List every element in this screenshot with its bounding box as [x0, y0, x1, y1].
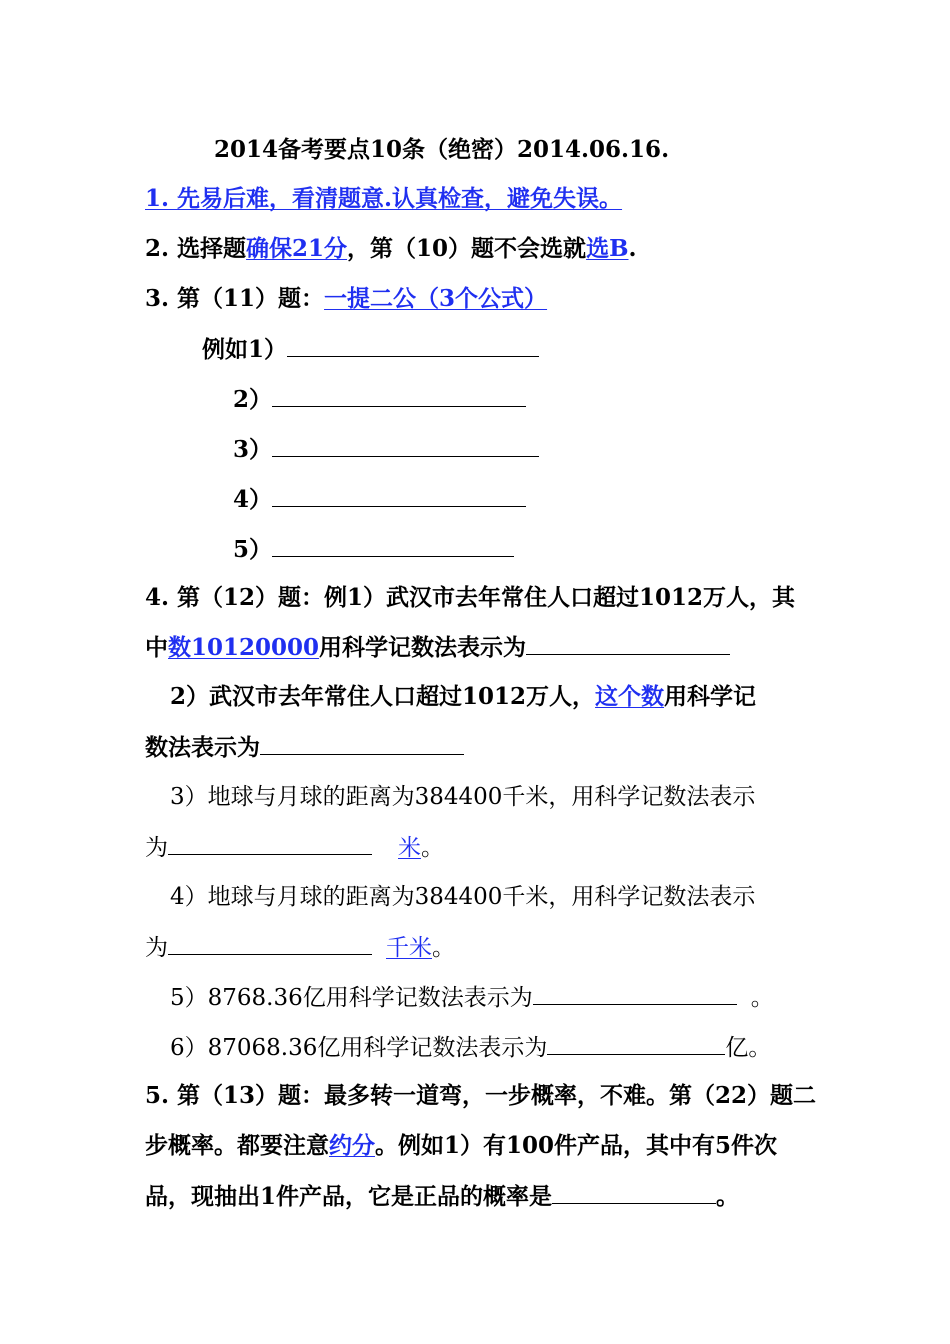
- point-5-line-3-end: 。: [716, 1183, 740, 1210]
- answer-blank[interactable]: [547, 1032, 725, 1055]
- point-4-line-1: 4. 第（12）题：例1）武汉市去年常住人口超过1012万人，其: [145, 584, 796, 611]
- answer-blank[interactable]: [168, 832, 372, 855]
- point-5-link-reduce[interactable]: 约分: [329, 1132, 375, 1159]
- example-5-label: 5）: [233, 536, 273, 563]
- example-2-label: 2）: [233, 386, 273, 413]
- point-4-line-2-pre: 中: [145, 634, 168, 661]
- ex6-text: 6）87068.36亿用科学记数法表示为: [170, 1035, 548, 1061]
- answer-blank[interactable]: [526, 632, 730, 655]
- point-1-number: 1.: [145, 185, 178, 212]
- point-4-ex3-line-2: [145, 832, 444, 863]
- point-2-mid: ，第（10）题不会选就: [347, 235, 587, 262]
- example-2: [233, 384, 526, 415]
- point-5-line-3-text: 品，现抽出1件产品，它是正品的概率是: [145, 1183, 553, 1210]
- example-3-label: 3）: [233, 436, 273, 463]
- ex2-link-this-number[interactable]: 这个数: [595, 683, 665, 710]
- answer-blank[interactable]: [272, 434, 539, 457]
- ex3-unit-link[interactable]: 米: [398, 835, 421, 861]
- point-2-pre: 选择题: [177, 235, 247, 262]
- point-1-text[interactable]: 先易后难，看清题意.认真检查，避免失误。: [177, 185, 623, 212]
- answer-blank[interactable]: [260, 732, 464, 755]
- point-4-link-number[interactable]: 数10120000: [168, 634, 320, 661]
- point-3: [145, 284, 547, 314]
- answer-blank[interactable]: [272, 384, 526, 407]
- document-title: 2014备考要点10条（绝密）2014.06.16.: [214, 136, 670, 163]
- point-5-line-3: [145, 1181, 739, 1212]
- point-4-ex6: [170, 1032, 771, 1063]
- point-3-number: 3.: [145, 285, 178, 312]
- point-4-ex4-line-2: [145, 932, 455, 963]
- ex4-unit-link[interactable]: 千米: [386, 935, 432, 961]
- answer-blank[interactable]: [552, 1181, 716, 1204]
- example-3: [233, 434, 539, 465]
- answer-blank[interactable]: [168, 932, 372, 955]
- point-2-post: .: [628, 235, 637, 262]
- example-1-label: 例如1）: [202, 336, 288, 363]
- point-5-line-2-pre: 步概率。都要注意: [145, 1132, 329, 1159]
- ex4-end: 。: [432, 935, 455, 961]
- example-5: [233, 534, 514, 565]
- ex4-pre: 为: [145, 935, 168, 961]
- example-4-label: 4）: [233, 486, 273, 513]
- point-2-link-choose-b[interactable]: 选B: [586, 235, 629, 262]
- point-1: [145, 184, 622, 214]
- point-2-link-score[interactable]: 确保21分: [246, 235, 348, 262]
- point-4-ex3-line-1: 3）地球与月球的距离为384400千米，用科学记数法表示: [170, 784, 756, 810]
- ex6-end: 亿。: [725, 1035, 772, 1061]
- point-5-line-2-post: 。例如1）有100件产品，其中有5件次: [375, 1132, 778, 1159]
- answer-blank[interactable]: [272, 534, 514, 557]
- ex3-pre: 为: [145, 835, 168, 861]
- example-4: [233, 484, 526, 515]
- point-4-ex5: [170, 982, 774, 1013]
- ex5-text: 5）8768.36亿用科学记数法表示为: [170, 985, 533, 1011]
- ex2-post: 用科学记: [664, 683, 757, 710]
- point-4-line-2: [145, 632, 730, 663]
- ex2-pre: 2）武汉市去年常住人口超过1012万人，: [170, 683, 596, 710]
- point-4-line-2-post: 用科学记数法表示为: [319, 634, 527, 661]
- point-3-pre: 第（11）题：: [177, 285, 325, 312]
- point-2-number: 2.: [145, 235, 178, 262]
- point-5-line-2: [145, 1131, 777, 1161]
- ex2-line-2-text: 数法表示为: [145, 734, 260, 761]
- point-5-line-1: 5. 第（13）题：最多转一道弯，一步概率，不难。第（22）题二: [145, 1082, 817, 1109]
- ex3-end: 。: [421, 835, 444, 861]
- point-2: [145, 234, 637, 264]
- answer-blank[interactable]: [533, 982, 737, 1005]
- point-4-ex4-line-1: 4）地球与月球的距离为384400千米，用科学记数法表示: [170, 884, 756, 910]
- example-1: [202, 334, 539, 365]
- point-4-ex2-line-2: [145, 732, 464, 763]
- answer-blank[interactable]: [287, 334, 539, 357]
- answer-blank[interactable]: [272, 484, 526, 507]
- point-4-ex2-line-1: [170, 682, 756, 712]
- ex5-end: 。: [750, 985, 774, 1011]
- point-3-link-formulas[interactable]: 一提二公（3个公式）: [324, 285, 548, 312]
